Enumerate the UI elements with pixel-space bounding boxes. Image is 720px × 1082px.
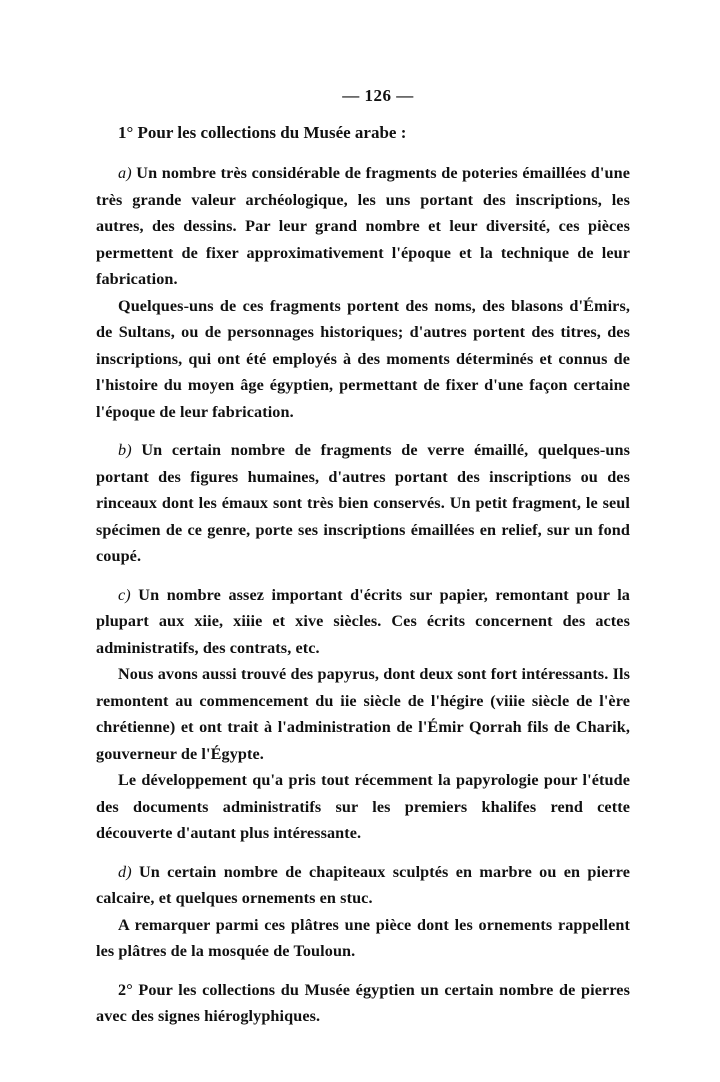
section-heading-arab-museum: 1° Pour les collections du Musée arabe : [118,123,407,142]
item-c-label: c) [118,585,131,604]
item-a-text: Un nombre très considérable de fragments de poteries émaillées d'une très grande valeur archéologique, les uns portant des inscriptions, les autres, des dessins. Par leur grand nombre et leur diversité, ces pièces permettent de fixer approximativement l'époque et la technique de leur fabrication. [96,164,630,288]
section-heading-egyptian-museum: 2° Pour les collections du Musée égyptien un certain nombre de pierres avec des signes hiéroglyphiques. [96,980,630,1025]
document-page [96,86,630,1030]
item-c-continuation-papyrology: Le développement qu'a pris tout récemment la papyrologie pour l'étude des documents administratifs sur les premiers khalifes rend cette découverte d'autant plus intéressante. [96,771,630,842]
item-d-text: Un certain nombre de chapiteaux sculptés en marbre ou en pierre calcaire, et quelques ornements en stuc. [96,862,630,907]
item-d-paragraph [96,859,630,912]
item-d-label: d) [118,862,132,881]
item-b-paragraph [96,437,630,570]
item-d-continuation: A remarquer parmi ces plâtres une pièce dont les ornements rappellent les plâtres de la mosquée de Touloun. [96,915,630,960]
item-c-paragraph [96,582,630,662]
item-a-continuation: Quelques-uns de ces fragments portent des noms, des blasons d'Émirs, de Sultans, ou de personnages historiques; d'autres portent des titres, des inscriptions, qui ont été employés à des moments déterminés et connus de l'histoire du moyen âge égyptien, permettant de fixer d'une façon certaine l'époque de leur fabrication. [96,296,630,421]
item-b-text: Un certain nombre de fragments de verre émaillé, quelques-uns portant des figures humaines, d'autres portant des inscriptions ou des rinceaux dont les émaux sont très bien conservés. Un petit fragment, le seul spécimen de ce genre, porte ses inscriptions émaillées en relief, sur un fond coupé. [96,441,630,565]
item-c-text: Un nombre assez important d'écrits sur papier, remontant pour la plupart aux xiie, xiiie et xive siècles. Ces écrits concernent des actes administratifs, des contrats, etc. [96,585,630,657]
item-b-label: b) [118,441,132,459]
item-a-paragraph [96,160,630,293]
page-number: — 126 — [342,86,414,105]
item-c-continuation-papyrus: Nous avons aussi trouvé des papyrus, dont deux sont fort intéressants. Ils remontent au commencement du iie siècle de l'hégire (viiie siècle de l'ère chrétienne) et ont trait à l'administration de l'Émir Qorrah fils de Charik, gouverneur de l'Égypte. [96,665,630,763]
item-a-label: a) [118,164,132,182]
